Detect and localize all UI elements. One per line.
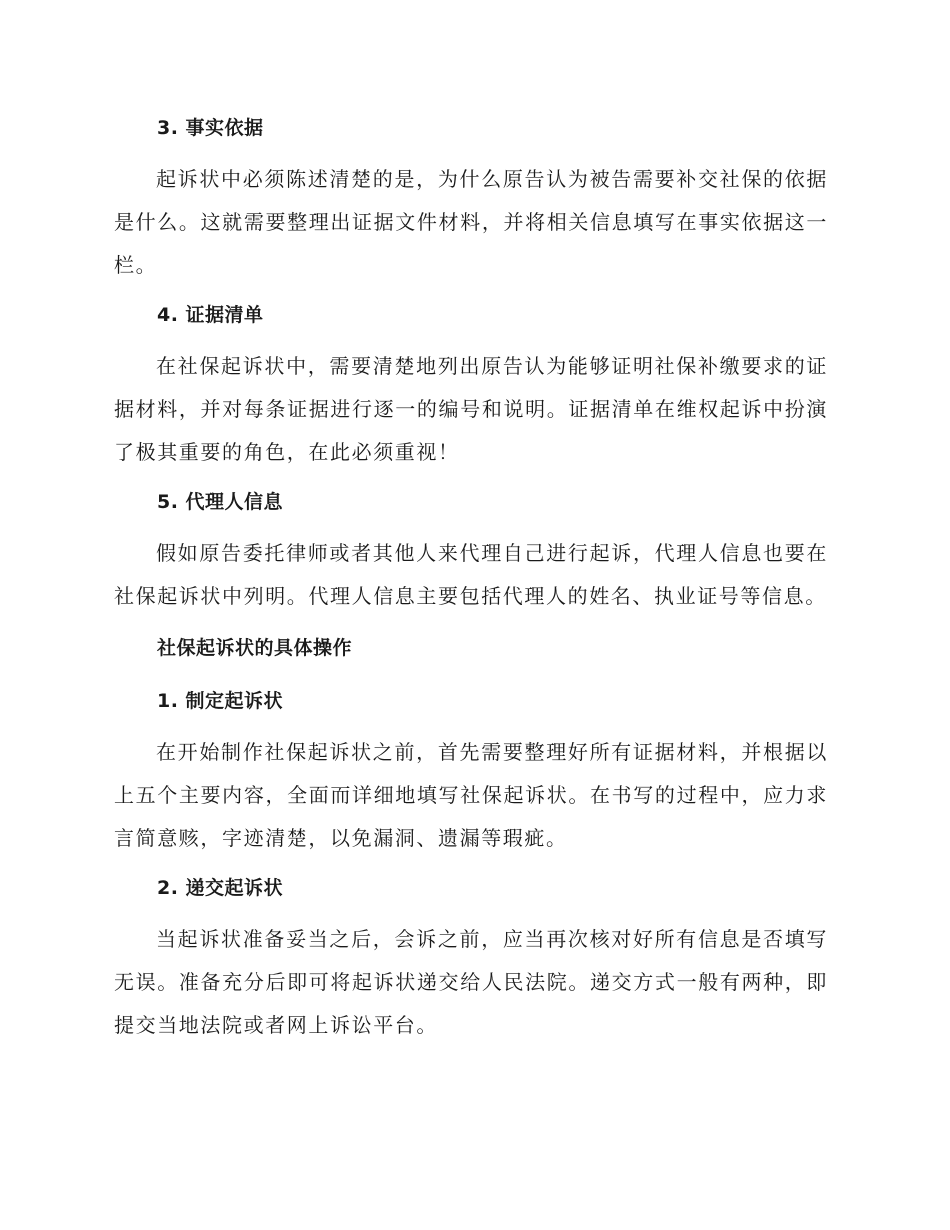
section-paragraph-evidence-list: 在社保起诉状中，需要清楚地列出原告认为能够证明社保补缴要求的证据材料，并对每条证据进行逐一的编号和说明。证据清单在维权起诉中扮演了极其重要的角色，在此必须重视！: [114, 354, 828, 464]
section-heading-evidence-list: 4. 证据清单: [157, 304, 264, 326]
section-heading-agent-info: 5. 代理人信息: [157, 491, 284, 513]
section-paragraph-submit-complaint: 当起诉状准备妥当之后，会诉之前，应当再次核对好所有信息是否填写无误。准备充分后即可将起诉状递交给人民法院。递交方式一般有两种，即提交当地法院或者网上诉讼平台。: [114, 927, 828, 1037]
section-paragraph-draft-complaint: 在开始制作社保起诉状之前，首先需要整理好所有证据材料，并根据以上五个主要内容，全面而详细地填写社保起诉状。在书写的过程中，应力求言简意赅，字迹清楚，以免漏洞、遗漏等瑕疵。: [114, 740, 828, 850]
section-heading-specific-operations: 社保起诉状的具体操作: [157, 637, 353, 659]
section-paragraph-fact-basis: 起诉状中必须陈述清楚的是，为什么原告认为被告需要补交社保的依据是什么。这就需要整理出证据文件材料，并将相关信息填写在事实依据这一栏。: [114, 167, 828, 277]
section-heading-submit-complaint: 2. 递交起诉状: [157, 877, 284, 899]
section-heading-draft-complaint: 1. 制定起诉状: [157, 690, 284, 712]
section-heading-fact-basis: 3. 事实依据: [157, 117, 264, 139]
section-paragraph-agent-info: 假如原告委托律师或者其他人来代理自己进行起诉，代理人信息也要在社保起诉状中列明。代理人信息主要包括代理人的姓名、执业证号等信息。: [114, 541, 828, 608]
